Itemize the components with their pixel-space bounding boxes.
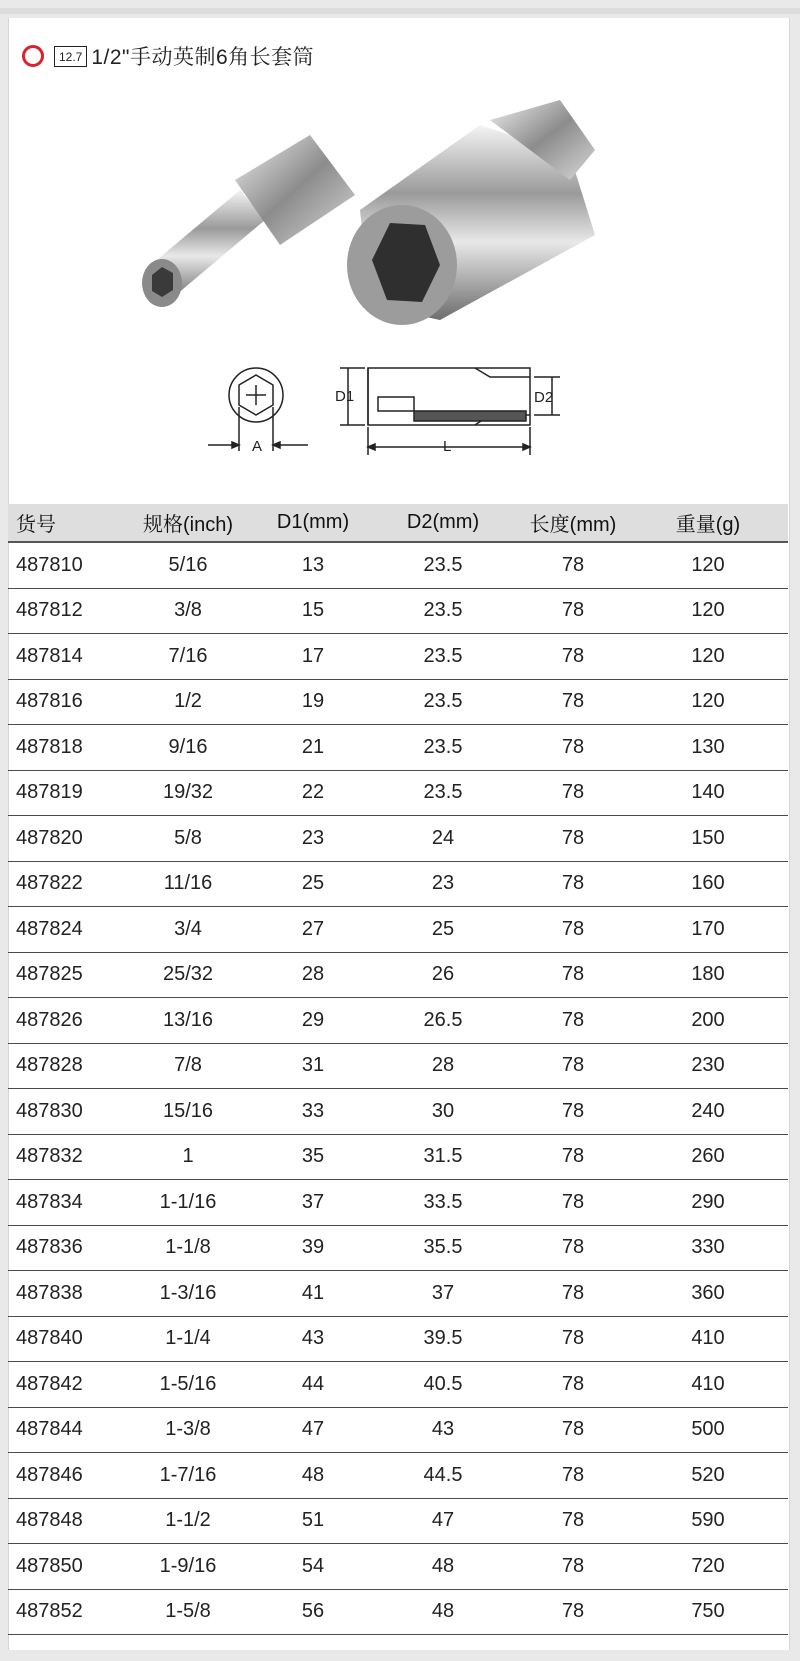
- cell-part-no: 487818: [16, 735, 83, 758]
- table-row: [8, 1590, 788, 1636]
- cell-d1: 43: [301, 1327, 325, 1350]
- column-header-spec: 规格(inch): [142, 514, 233, 536]
- table-row: [8, 998, 788, 1044]
- table-row: [8, 634, 788, 680]
- cell-length: 78: [561, 1099, 585, 1122]
- cell-spec: 1-9/16: [159, 1554, 217, 1577]
- cell-d1: 27: [301, 917, 325, 940]
- cell-d1: 23: [301, 826, 325, 849]
- cell-part-no: 487820: [16, 826, 83, 849]
- cell-spec: 9/16: [168, 735, 208, 758]
- size-badge: 12.7: [54, 46, 87, 67]
- cell-part-no: 487828: [16, 1054, 83, 1077]
- cell-weight: 160: [691, 872, 725, 895]
- product-title-row: [22, 40, 314, 72]
- cell-length: 78: [561, 872, 585, 895]
- cell-length: 78: [561, 1600, 585, 1623]
- cell-spec: 1-5/16: [159, 1372, 217, 1395]
- cell-part-no: 487836: [16, 1236, 83, 1259]
- table-row: [8, 1226, 788, 1272]
- cell-d2: 39.5: [423, 1327, 463, 1350]
- cell-length: 78: [561, 1327, 585, 1350]
- cell-spec: 1-3/16: [159, 1281, 217, 1304]
- cell-spec: 1-1/2: [165, 1509, 211, 1532]
- cell-weight: 360: [691, 1281, 725, 1304]
- cell-length: 78: [561, 1008, 585, 1031]
- cell-d1: 47: [301, 1418, 325, 1441]
- cell-length: 78: [561, 1372, 585, 1395]
- cell-d1: 41: [301, 1281, 325, 1304]
- cell-spec: 5/16: [168, 553, 208, 576]
- spec-table: [8, 504, 788, 1635]
- cell-weight: 240: [691, 1099, 725, 1122]
- dim-label-d2: D2: [534, 389, 554, 406]
- dimension-drawing: [200, 365, 600, 485]
- cell-part-no: 487830: [16, 1099, 83, 1122]
- red-ring-icon: [22, 45, 44, 67]
- cell-d1: 33: [301, 1099, 325, 1122]
- cell-spec: 19/32: [162, 781, 214, 804]
- cell-d1: 21: [301, 735, 325, 758]
- product-photo: [140, 95, 640, 345]
- cell-spec: 1: [182, 1145, 194, 1168]
- table-row: [8, 589, 788, 635]
- cell-spec: 7/8: [174, 1054, 202, 1077]
- cell-length: 78: [561, 599, 585, 622]
- cell-weight: 520: [691, 1463, 725, 1486]
- cell-d2: 30: [431, 1099, 455, 1122]
- cell-weight: 140: [691, 781, 725, 804]
- cell-d1: 44: [301, 1372, 325, 1395]
- cell-part-no: 487822: [16, 872, 83, 895]
- table-row: [8, 543, 788, 589]
- cell-d2: 25: [431, 917, 455, 940]
- cell-d1: 48: [301, 1463, 325, 1486]
- column-header-part-no: 货号: [16, 514, 56, 536]
- cell-part-no: 487819: [16, 781, 83, 804]
- cell-weight: 130: [691, 735, 725, 758]
- cell-d2: 35.5: [423, 1236, 463, 1259]
- cell-length: 78: [561, 690, 585, 713]
- cell-weight: 120: [691, 599, 725, 622]
- cell-weight: 410: [691, 1372, 725, 1395]
- cell-d1: 56: [301, 1600, 325, 1623]
- table-row: [8, 1135, 788, 1181]
- table-row: [8, 862, 788, 908]
- cell-d2: 33.5: [423, 1190, 463, 1213]
- cell-d1: 13: [301, 553, 325, 576]
- column-header-d2: D2(mm): [406, 511, 480, 533]
- cell-part-no: 487810: [16, 553, 83, 576]
- cell-d1: 22: [301, 781, 325, 804]
- cell-weight: 120: [691, 553, 725, 576]
- cell-part-no: 487824: [16, 917, 83, 940]
- cell-d2: 43: [431, 1418, 455, 1441]
- dim-label-a: A: [252, 438, 263, 455]
- cell-d1: 37: [301, 1190, 325, 1213]
- large-socket-icon: [347, 100, 595, 325]
- table-row: [8, 1408, 788, 1454]
- table-row: [8, 953, 788, 999]
- cell-spec: 13/16: [162, 1008, 214, 1031]
- cell-length: 78: [561, 1054, 585, 1077]
- top-divider: [0, 8, 800, 14]
- cell-weight: 590: [691, 1509, 725, 1532]
- cell-length: 78: [561, 1554, 585, 1577]
- cell-d2: 23.5: [423, 599, 463, 622]
- cell-spec: 1-1/4: [165, 1327, 211, 1350]
- cell-length: 78: [561, 1418, 585, 1441]
- cell-d2: 31.5: [423, 1145, 463, 1168]
- cell-d1: 15: [301, 599, 325, 622]
- cell-part-no: 487850: [16, 1554, 83, 1577]
- cell-d2: 23: [431, 872, 455, 895]
- table-row: [8, 1453, 788, 1499]
- cell-part-no: 487844: [16, 1418, 83, 1441]
- cell-part-no: 487825: [16, 963, 83, 986]
- cell-part-no: 487846: [16, 1463, 83, 1486]
- cell-d2: 37: [431, 1281, 455, 1304]
- cell-length: 78: [561, 553, 585, 576]
- small-socket-icon: [142, 135, 355, 307]
- cell-length: 78: [561, 917, 585, 940]
- column-header-d1: D1(mm): [276, 511, 350, 533]
- cell-d1: 35: [301, 1145, 325, 1168]
- cell-d2: 40.5: [423, 1372, 463, 1395]
- cell-spec: 3/8: [174, 599, 202, 622]
- cell-weight: 120: [691, 690, 725, 713]
- cell-length: 78: [561, 1145, 585, 1168]
- cell-d2: 23.5: [423, 553, 463, 576]
- cell-d2: 23.5: [423, 690, 463, 713]
- cell-d2: 23.5: [423, 644, 463, 667]
- table-row: [8, 1544, 788, 1590]
- cell-weight: 200: [691, 1008, 725, 1031]
- cell-part-no: 487848: [16, 1509, 83, 1532]
- cell-weight: 150: [691, 826, 725, 849]
- cell-weight: 230: [691, 1054, 725, 1077]
- cell-weight: 290: [691, 1190, 725, 1213]
- cell-part-no: 487852: [16, 1600, 83, 1623]
- cell-part-no: 487832: [16, 1145, 83, 1168]
- cell-part-no: 487812: [16, 599, 83, 622]
- dim-label-l: L: [443, 438, 452, 455]
- cell-spec: 5/8: [174, 826, 202, 849]
- cell-weight: 410: [691, 1327, 725, 1350]
- cell-length: 78: [561, 1190, 585, 1213]
- cell-length: 78: [561, 781, 585, 804]
- cell-d2: 24: [431, 826, 455, 849]
- cell-weight: 260: [691, 1145, 725, 1168]
- cell-d1: 17: [301, 644, 325, 667]
- cell-part-no: 487834: [16, 1190, 83, 1213]
- table-row: [8, 1271, 788, 1317]
- cell-spec: 3/4: [174, 917, 202, 940]
- cell-d1: 51: [301, 1509, 325, 1532]
- cell-d1: 39: [301, 1236, 325, 1259]
- cell-length: 78: [561, 1236, 585, 1259]
- table-body: [8, 543, 788, 1635]
- column-header-length: 长度(mm): [529, 514, 617, 536]
- table-row: [8, 1362, 788, 1408]
- table-row: [8, 771, 788, 817]
- cell-d2: 47: [431, 1509, 455, 1532]
- cell-length: 78: [561, 963, 585, 986]
- cell-spec: 7/16: [168, 644, 208, 667]
- cell-d1: 31: [301, 1054, 325, 1077]
- cell-length: 78: [561, 735, 585, 758]
- table-row: [8, 907, 788, 953]
- cell-length: 78: [561, 826, 585, 849]
- table-row: [8, 1499, 788, 1545]
- cell-d1: 19: [301, 690, 325, 713]
- cell-spec: 15/16: [162, 1099, 214, 1122]
- cell-spec: 1-1/16: [159, 1190, 217, 1213]
- cell-weight: 330: [691, 1236, 725, 1259]
- table-header: [8, 504, 788, 543]
- cell-spec: 1-3/8: [165, 1418, 211, 1441]
- table-row: [8, 725, 788, 771]
- cell-d2: 26: [431, 963, 455, 986]
- cell-length: 78: [561, 644, 585, 667]
- table-row: [8, 1180, 788, 1226]
- cell-length: 78: [561, 1281, 585, 1304]
- cell-length: 78: [561, 1463, 585, 1486]
- cell-weight: 720: [691, 1554, 725, 1577]
- table-row: [8, 680, 788, 726]
- table-row: [8, 1317, 788, 1363]
- table-row: [8, 1089, 788, 1135]
- cell-d1: 29: [301, 1008, 325, 1031]
- cell-d1: 28: [301, 963, 325, 986]
- cell-spec: 1-5/8: [165, 1600, 211, 1623]
- cell-d2: 26.5: [423, 1008, 463, 1031]
- dim-label-d1: D1: [335, 388, 355, 405]
- cell-spec: 25/32: [162, 963, 214, 986]
- cell-part-no: 487814: [16, 644, 83, 667]
- cell-d1: 54: [301, 1554, 325, 1577]
- table-row: [8, 816, 788, 862]
- cell-d2: 48: [431, 1600, 455, 1623]
- cell-part-no: 487826: [16, 1008, 83, 1031]
- cell-weight: 750: [691, 1600, 725, 1623]
- table-row: [8, 1044, 788, 1090]
- cell-d1: 25: [301, 872, 325, 895]
- cell-part-no: 487838: [16, 1281, 83, 1304]
- cell-d2: 23.5: [423, 781, 463, 804]
- cell-d2: 48: [431, 1554, 455, 1577]
- cell-d2: 23.5: [423, 735, 463, 758]
- cell-part-no: 487840: [16, 1327, 83, 1350]
- cell-spec: 1/2: [174, 690, 202, 713]
- cell-spec: 11/16: [163, 872, 213, 895]
- cell-d2: 44.5: [423, 1463, 463, 1486]
- cell-weight: 500: [691, 1418, 725, 1441]
- cell-weight: 170: [691, 917, 725, 940]
- column-header-weight: 重量(g): [675, 514, 741, 536]
- cell-spec: 1-1/8: [165, 1236, 211, 1259]
- cell-length: 78: [561, 1509, 585, 1532]
- cell-d2: 28: [431, 1054, 455, 1077]
- cell-weight: 120: [691, 644, 725, 667]
- cell-part-no: 487816: [16, 690, 83, 713]
- cell-part-no: 487842: [16, 1372, 83, 1395]
- cell-weight: 180: [691, 963, 725, 986]
- page-title: 1/2"手动英制6角长套筒: [91, 46, 315, 69]
- cell-spec: 1-7/16: [159, 1463, 217, 1486]
